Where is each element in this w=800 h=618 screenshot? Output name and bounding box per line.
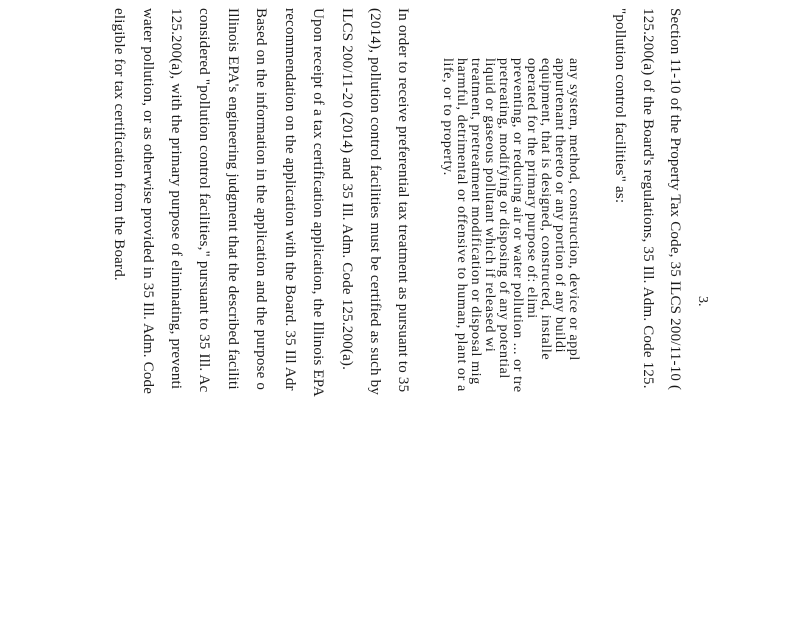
paragraph3-line-3: Based on the information in the application and the purpose o <box>253 8 269 391</box>
paragraph3-line-6: 125.200(a), with the primary purpose of eliminating, preventi <box>168 8 184 390</box>
paragraph2-line-2: (2014), pollution control facilities must be certified as such by <box>367 8 383 396</box>
paragraph2-line-3: ILCS 200/11-20 (2014) and 35 Ill. Adm. Code 125.200(a). <box>339 8 355 371</box>
quote-line-8: treatment, pretreatment modification or disposal mig <box>468 58 483 385</box>
paragraph3-line-1: Upon receipt of a tax certification application, the Illinois EPA <box>310 8 326 398</box>
paragraph3-line-5: considered "pollution control facilities," pursuant to 35 Ill. Ac <box>196 8 212 393</box>
quote-line-3: equipment, that is designed, constructed, installe <box>538 58 553 361</box>
quote-line-4: operated for the primary purpose of: elimi <box>524 58 539 319</box>
paragraph1-line-2: 125.200(a) of the Board's regulations, 35 Ill. Adm. Code 125. <box>640 8 656 389</box>
paragraph1-line-3: "pollution control facilities" as: <box>612 8 628 204</box>
quote-line-9: harmful, detrimental or offensive to human, plant or a <box>454 58 469 392</box>
paragraph3-line-2: recommendation on the application with the Board. 35 Ill Adr <box>282 8 298 391</box>
page-number: 3. <box>695 296 710 307</box>
quote-line-10: life, or to property. <box>440 58 455 176</box>
paragraph2-line-1: In order to receive preferential tax treatment as pursuant to 35 <box>395 8 411 393</box>
quote-line-2: appurtenant thereto or any portion of any buildi <box>552 58 567 354</box>
quote-line-7: liquid or gaseous pollutant which if released wi <box>482 58 497 353</box>
paragraph3-line-4: Illinois EPA's engineering judgment that the described faciliti <box>225 8 241 390</box>
paragraph3-line-8: eligible for tax certification from the Board. <box>111 8 127 281</box>
paragraph1-line-1: Section 11-10 of the Property Tax Code, 35 ILCS 200/11-10 ( <box>667 8 683 391</box>
quote-line-6: pretreating, modifying or disposing of any potential <box>496 58 511 379</box>
quote-line-5: preventing, or reducing air or water pollution ... or tre <box>510 58 525 393</box>
quote-line-1: any system, method, construction, device or appl <box>566 58 581 361</box>
paragraph3-line-7: water pollution, or as otherwise provided in 35 Ill. Adm. Code <box>140 8 156 395</box>
